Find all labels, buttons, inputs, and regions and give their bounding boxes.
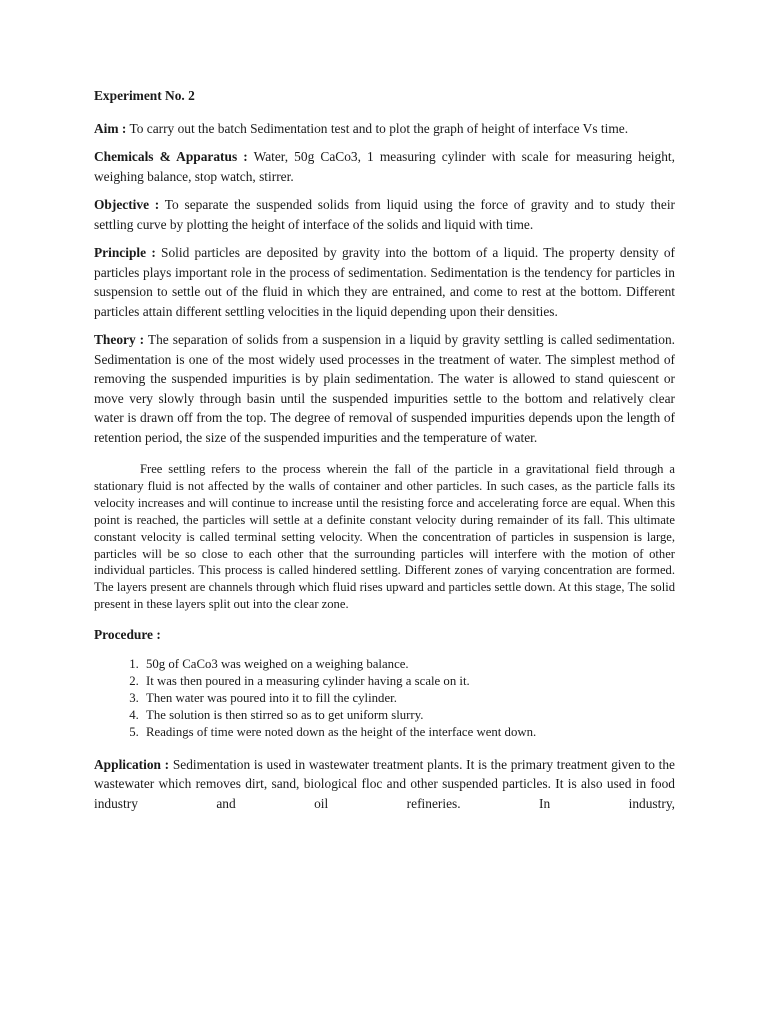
chemicals-text: Water, 50g CaCo3, 1 measuring cylinder with scale for measuring height, weighing balance, stop watch, stirrer. (94, 149, 675, 184)
procedure-step: 3. Then water was poured into it to fill the cylinder. (142, 690, 675, 707)
objective-label: Objective : (94, 197, 160, 212)
procedure-step: 1. 50g of CaCo3 was weighed on a weighing balance. (142, 656, 675, 673)
experiment-title: Experiment No. 2 (94, 88, 195, 103)
objective-paragraph (94, 195, 675, 234)
chemicals-label: Chemicals & Apparatus : (94, 149, 248, 164)
application-label: Application : (94, 756, 170, 772)
objective-text: To separate the suspended solids from liquid using the force of gravity and to study their settling curve by plotting the height of interface of the solids and liquid with time. (94, 197, 676, 232)
application-text: Sedimentation is used in wastewater treatment plants. It is the primary treatment given to the wastewater which removes dirt, sand, biological floc and other suspended particles. It is also used in food industry and oil refineries. In industry, (94, 756, 675, 811)
procedure-list (94, 656, 675, 741)
document-page (94, 86, 675, 822)
free-settling-paragraph: Free settling refers to the process wherein the fall of the particle in a gravitational field through a stationary fluid is not affected by the walls of container and other particles. In such cases, as the particle falls its velocity increases and will continue to increase until the resisting force and accelerating force are equal. When this point is reached, the particles will settle at a definite constant velocity during remainder of its fall. This ultimate constant velocity is called terminal setting velocity. When the concentration of particles in suspension is large, particles will be so close to each other that the surrounding particles will interfere with the motion of other individual particles. This process is called hindered settling. Different zones of varying concentration are formed. The layers present are channels through which fluid rises upward and particles settle down. At this stage, The solid present in these layers split out into the clear zone. (94, 462, 675, 612)
application-paragraph (94, 755, 675, 814)
theory-paragraph (94, 330, 675, 447)
theory-text: The separation of solids from a suspension in a liquid by gravity settling is called sedimentation. Sedimentation is one of the most widely used processes in the treatment of water. The simplest method of removing the suspended impurities is by plain sedimentation. The water is allowed to stand quiescent or move very slowly through basin until the suspended impurities settle to the bottom and relatively clear water is drawn off from the top. The degree of removal of suspended impurities depends upon the length of retention period, the size of the suspended impurities and the temperature of water. (94, 332, 675, 445)
principle-text: Solid particles are deposited by gravity into the bottom of a liquid. The property density of particles plays important role in the process of sedimentation. Sedimentation is the tendency for particles in suspension to settle out of the fluid in which they are entrained, and come to rest at the bottom. Different particles attain different settling velocities in the liquid depending upon their densities. (94, 245, 675, 319)
chemicals-paragraph (94, 147, 675, 186)
principle-paragraph (94, 243, 675, 321)
aim-paragraph (94, 119, 675, 139)
procedure-step: 4. The solution is then stirred so as to get uniform slurry. (142, 707, 675, 724)
aim-label: Aim : (94, 120, 127, 136)
principle-label: Principle : (94, 245, 156, 260)
procedure-step: 5. Readings of time were noted down as the height of the interface went down. (142, 724, 675, 741)
procedure-heading: Procedure : (94, 627, 161, 643)
procedure-step: 2. It was then poured in a measuring cylinder having a scale on it. (142, 673, 675, 690)
aim-text: To carry out the batch Sedimentation test and to plot the graph of height of interface Vs time. (126, 120, 629, 136)
theory-label: Theory : (94, 332, 145, 347)
